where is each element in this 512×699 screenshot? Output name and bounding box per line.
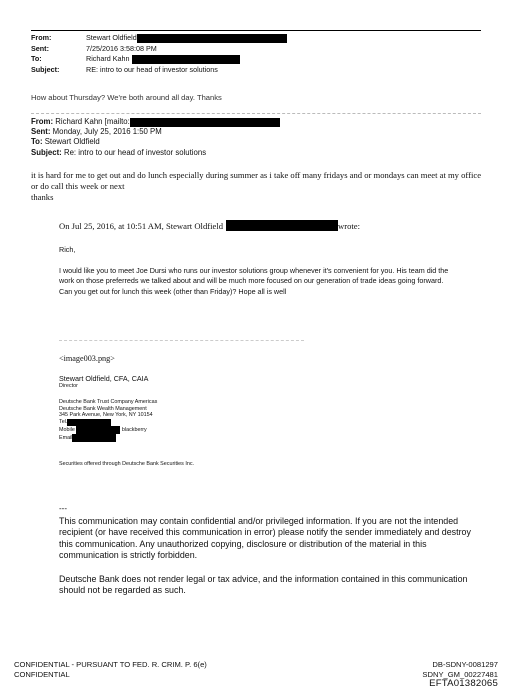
to-value: Richard Kahn xyxy=(86,54,130,64)
signature-company-1: Deutsche Bank Trust Company Americas xyxy=(59,399,158,405)
quoted-from-value: Richard Kahn [mailto: xyxy=(55,117,130,126)
disclaimer-paragraph-1: This communication may contain confidential and/or privileged information. If you are not the intended recipient (or have received this communication in error) please notify the sender immediately and destroy this communication. Any unauthorized copying, disclosure or distribution of the material in this communication is strictly forbidden. xyxy=(59,516,471,560)
quoted-body-text: it is hard for me to get out and do lunch especially during summer as i take off many fridays and or mondays can meet at my office or do call this week or next xyxy=(31,170,482,191)
signature-address: 345 Park Avenue, New York, NY 10154 xyxy=(59,412,153,419)
sent-value: 7/25/2016 3:58:08 PM xyxy=(86,43,157,53)
footer-confidential-rule: CONFIDENTIAL - PURSUANT TO FED. R. CRIM. P. 6(e) xyxy=(14,660,207,669)
signature-company-2: Deutsche Bank Wealth Management xyxy=(59,405,147,412)
reply-text: How about Thursday? We're both around all day. Thanks xyxy=(31,93,222,102)
signature-name: Stewart Oldfield, CFA, CAIA xyxy=(59,374,149,383)
from-value: Stewart Oldfield xyxy=(86,33,137,42)
tel-label: Tel. xyxy=(59,419,68,426)
signature-email-row xyxy=(59,434,157,442)
inner-quote-intro: On Jul 25, 2016, at 10:51 AM, Stewart Oldfield xyxy=(59,220,223,231)
header-sent-row xyxy=(31,44,481,55)
signature-title: Director xyxy=(59,383,78,389)
footer-left xyxy=(14,660,207,679)
header-from-row xyxy=(31,33,481,44)
bates-sdny: SDNY_GM_00227481 xyxy=(422,669,498,679)
disclaimer-paragraph-2: Deutsche Bank does not render legal or tax advice, and the information contained in this communication should not be regarded as such. xyxy=(59,574,468,596)
redaction-box xyxy=(130,118,280,127)
quoted-sent-value: Monday, July 25, 2016 1:50 PM xyxy=(52,127,162,137)
redaction-box xyxy=(132,55,240,64)
quoted-to-label: To: xyxy=(31,137,43,147)
quoted-to-value: Stewart Oldfield xyxy=(44,137,100,147)
blackberry-label: blackberry xyxy=(121,426,147,433)
disclaimer-separator: --- xyxy=(59,504,67,513)
email-label: Email xyxy=(59,434,73,441)
from-label: From: xyxy=(31,33,52,42)
redaction-box xyxy=(67,419,111,426)
quoted-from-label: From: xyxy=(31,117,54,126)
footer-confidential: CONFIDENTIAL xyxy=(14,669,70,679)
to-label: To: xyxy=(31,54,42,64)
subject-label: Subject: xyxy=(31,64,60,74)
inner-quote-paragraph: I would like you to meet Joe Dursi who runs our investor solutions group whenever it's convenient for you. His team did the work on those preferreds we talked about and will be much more focused on our generation of trade ideas going forward. Can you get out for lunch this week (other than Friday)? Hope all is well xyxy=(59,266,449,296)
image-placeholder: <image003.png> xyxy=(59,354,115,363)
header-subject-row xyxy=(31,65,481,76)
footer-right xyxy=(422,660,498,689)
mobile-label: Mobile xyxy=(59,426,75,433)
inner-quote-wrote: wrote: xyxy=(338,220,360,231)
bates-db: DB-SDNY-0081297 xyxy=(432,660,498,669)
securities-notice: Securities offered through Deutsche Bank Securities Inc. xyxy=(59,461,195,467)
signature-tel-row xyxy=(59,419,157,426)
message-separator xyxy=(31,113,481,114)
quoted-sent-row xyxy=(31,127,280,137)
quoted-thanks: thanks xyxy=(31,192,54,202)
quoted-subject-value: Re: intro to our head of investor solutions xyxy=(63,147,207,157)
signature-mobile-row xyxy=(59,426,157,434)
quoted-subject-row xyxy=(31,148,280,158)
redaction-box xyxy=(72,434,116,442)
quoted-header xyxy=(31,117,280,158)
signature-separator xyxy=(59,340,304,341)
redaction-box xyxy=(226,220,338,231)
email-header xyxy=(31,33,481,75)
quoted-subject-label: Subject: xyxy=(31,147,62,157)
redaction-box xyxy=(137,34,287,43)
quoted-body xyxy=(31,170,481,203)
quoted-sent-label: Sent: xyxy=(31,127,51,137)
quoted-from-row xyxy=(31,117,280,127)
quoted-to-row xyxy=(31,137,280,147)
redaction-box xyxy=(76,426,120,434)
salutation: Rich, xyxy=(59,245,76,254)
sent-label: Sent: xyxy=(31,43,49,53)
signature-contact xyxy=(59,399,157,442)
header-to-row xyxy=(31,54,481,65)
inner-quote-header xyxy=(59,220,360,231)
header-top-rule xyxy=(31,30,481,31)
bates-efta: EFTA01382065 xyxy=(429,678,498,689)
subject-value: RE: intro to our head of investor solutions xyxy=(86,64,218,74)
